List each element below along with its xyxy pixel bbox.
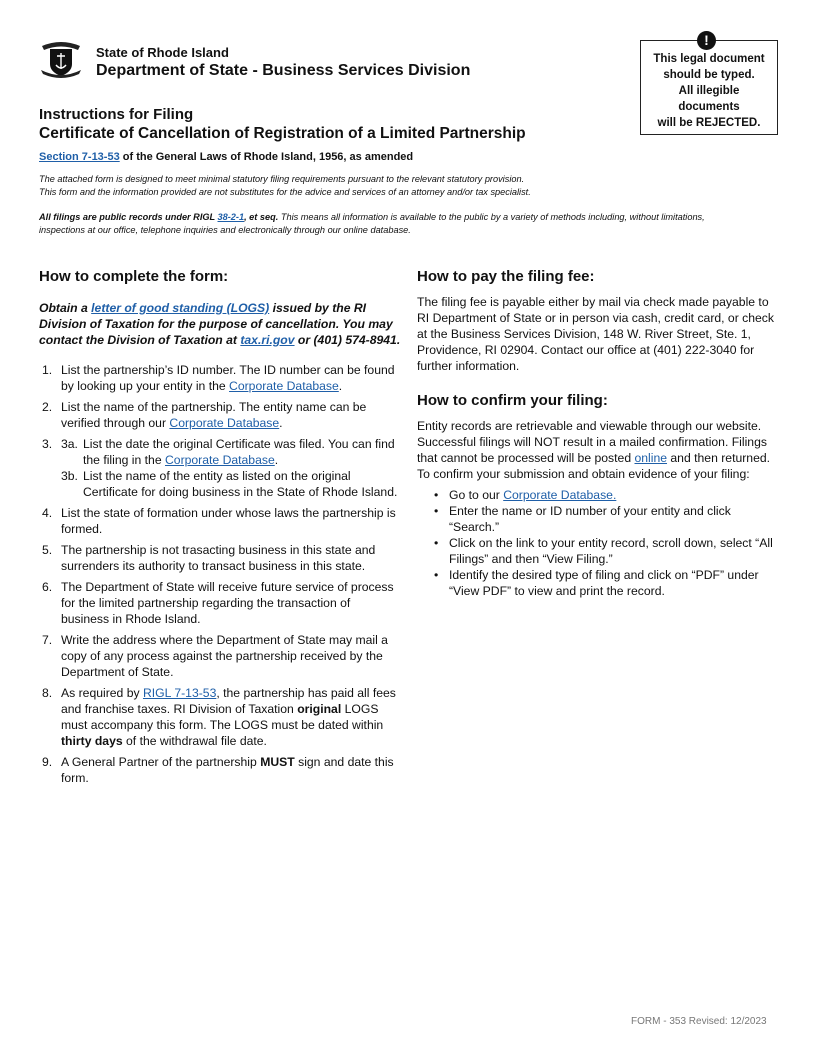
step-item: 4. List the state of formation under whose laws the partnership is formed. <box>42 506 396 536</box>
steps-list <box>39 362 401 786</box>
warning-line: will be REJECTED. <box>657 117 761 129</box>
step-item: 5. The partnership is not trasacting business in this state and surrenders its authority to transact business in this state. <box>42 543 376 573</box>
corporate-database-link[interactable]: Corporate Database <box>229 379 339 393</box>
confirm-steps-list <box>417 487 779 599</box>
bullet-item: • Click on the link to your entity record, scroll down, select “All Filings” and then “View Filing.” <box>434 536 773 566</box>
warning-line: documents <box>678 101 740 113</box>
substep-3b: 3b. List the name of the entity as listed on the original Certificate for doing business in the State of Rhode Island. <box>61 469 398 499</box>
corporate-database-link[interactable]: Corporate Database. <box>503 488 617 502</box>
step-item: 9. A General Partner of the partnership MUST sign and date this form. <box>42 755 394 785</box>
step-item: 1. List the partnership’s ID number. The ID number can be found by looking up your entity in the Corporate Database. <box>42 363 395 393</box>
warning-box <box>640 40 778 135</box>
pay-fee-text: The filing fee is payable either by mail via check made payable to RI Department of State or in person via cash, credit card, or check at the Business Services Division, 148 W. River Street, Ste. 1, Providence, RI 02904. Contact our office at (401) 222-3040 for further information. <box>417 295 774 373</box>
bullet-item: • Go to our Corporate Database. <box>434 488 617 502</box>
section-link[interactable]: Section 7-13-53 <box>39 151 120 163</box>
public-records-notice: All filings are public records under RIGL 38-2-1, et seq. This means all information is available to the public by a variety of methods including, without limitations, inspections at our office, telephone inquiries and electronically through our online database. <box>39 212 705 235</box>
bullet-item: • Identify the desired type of filing and click on “PDF” under “View PDF” to view and print the record. <box>434 568 759 598</box>
bullet-icon: • <box>434 488 439 502</box>
corporate-database-link[interactable]: Corporate Database <box>164 453 275 467</box>
corporate-database-link[interactable]: Corporate Database <box>169 416 280 430</box>
department-name: Department of State - Business Services Division <box>96 62 471 79</box>
logs-intro: Obtain a letter of good standing (LOGS) issued by the RI Division of Taxation for the purpose of cancellation. You may contact the Division of Taxation at tax.ri.gov or (401) 574-8941. <box>39 301 401 347</box>
logs-link[interactable]: letter of good standing (LOGS) <box>91 301 270 315</box>
confirm-filing-text: Entity records are retrievable and viewable through our website. Successful filings will NOT result in a mailed confirmation. Filings that cannot be processed will be posted online and then returned. To confirm your submission and obtain evidence of your filing: <box>417 419 771 481</box>
bullet-icon: • <box>434 536 439 550</box>
step-item: 2. List the name of the partnership. The entity name can be verified through our Corporate Database. <box>42 400 367 430</box>
bullet-icon: • <box>434 504 439 518</box>
exclamation-icon: ! <box>697 31 716 50</box>
confirm-filing-heading: How to confirm your filing: <box>417 392 608 409</box>
page-title: Instructions for Filing <box>39 106 194 123</box>
complete-form-heading: How to complete the form: <box>39 268 229 285</box>
step-item: 7. Write the address where the Department of State may mail a copy of any process against the partnership received by the Department of State. <box>42 633 388 679</box>
rigl-7-13-53-link[interactable]: RIGL 7-13-53 <box>142 686 217 700</box>
online-link[interactable]: online <box>634 451 668 465</box>
step-item: 3. 3a. List the date the original Certificate was filed. You can find the filing in the Corporate Database. 3b. List the name of the entity as listed on the original Certificate for doing business in the State of Rhode Island. <box>39 436 401 500</box>
substep-3a: 3a. List the date the original Certificate was filed. You can find the filing in the Corporate Database. <box>61 437 395 467</box>
step-item: 8. As required by RIGL 7-13-53, the partnership has paid all fees and franchise taxes. RI Division of Taxation original LOGS must accompany this form. The LOGS must be dated within thirty days of the withdrawal file date. <box>42 686 396 748</box>
warning-line: This legal document <box>653 53 765 65</box>
warning-line: should be typed. <box>663 69 755 81</box>
pay-and-confirm-section <box>417 268 779 599</box>
page-subtitle: Certificate of Cancellation of Registration of a Limited Partnership <box>39 125 526 142</box>
bullet-item: • Enter the name or ID number of your entity and click “Search.” <box>434 504 731 534</box>
disclaimer: The attached form is designed to meet minimal statutory filing requirements pursuant to the relevant statutory provision. This form and the information provided are not substitutes for the advice and services of an attorney and/or tax specialist. <box>39 174 531 197</box>
bullet-icon: • <box>434 568 439 582</box>
state-seal-icon <box>38 38 84 80</box>
pay-fee-heading: How to pay the filing fee: <box>417 268 595 285</box>
rigl-38-2-1-link[interactable]: 38-2-1 <box>217 212 245 222</box>
section-reference: Section 7-13-53 of the General Laws of Rhode Island, 1956, as amended <box>39 151 414 163</box>
state-name: State of Rhode Island <box>96 45 229 60</box>
form-revision-footer: FORM - 353 Revised: 12/2023 <box>631 1016 767 1027</box>
step-item: 6. The Department of State will receive future service of process for the limited partnership regarding the transaction of business in Rhode Island. <box>42 580 394 626</box>
warning-line: All illegible <box>678 85 740 97</box>
tax-ri-gov-link[interactable]: tax.ri.gov <box>240 333 295 347</box>
complete-form-section <box>39 268 401 791</box>
